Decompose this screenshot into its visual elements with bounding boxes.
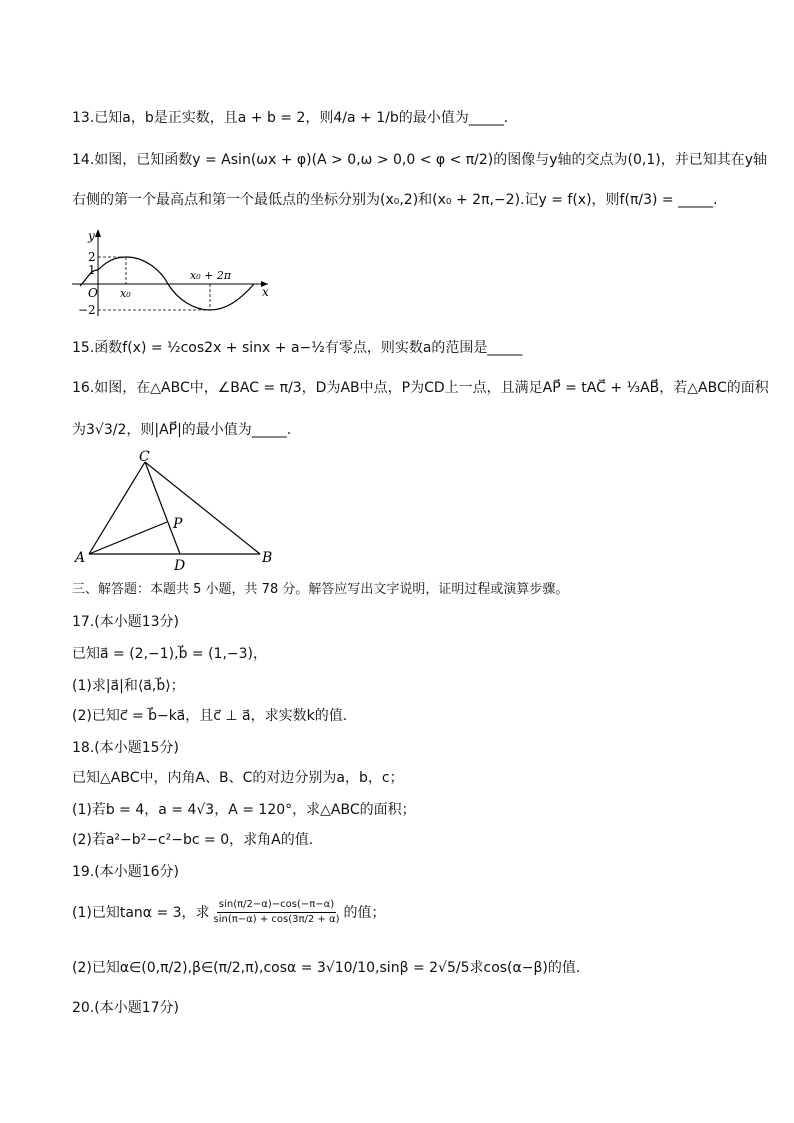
tick-y-1: 1 xyxy=(88,263,96,277)
x-axis-label: x xyxy=(262,285,269,299)
fraction-denominator: sin(π−α) + cos(3π/2 + α) xyxy=(213,914,340,925)
question-19-part-1 xyxy=(72,898,385,927)
sine-graph xyxy=(70,226,280,318)
question-15: 15.函数f(x) = ½cos2x + sinx + a−½有零点，则实数a的范围是_____ xyxy=(72,340,523,356)
question-18-part-2: (2)若a²−b²−c²−bc = 0，求角A的值. xyxy=(72,832,314,848)
label-b: B xyxy=(262,550,273,566)
question-16-line-1: 16.如图，在△ABC中，∠BAC = π/3，D为AB中点，P为CD上一点，且满足AP⃗ = tAC⃗ + ⅓AB⃗，若△ABC的面积 xyxy=(72,380,769,396)
part-1-prefix: (1)已知tanα = 3，求 xyxy=(72,904,210,921)
segment-ac xyxy=(89,462,145,554)
tick-x0-plus-2pi: x₀ + 2π xyxy=(190,269,232,282)
question-18-part-1: (1)若b = 4，a = 4√3，A = 120°，求△ABC的面积； xyxy=(72,802,416,818)
tick-x0: x₀ xyxy=(120,287,131,300)
question-18-title: 18.(本小题15分) xyxy=(72,740,180,756)
question-17-part-2: (2)已知c⃗ = b⃗−ka⃗，且c⃗ ⊥ a⃗，求实数k的值. xyxy=(72,708,348,724)
tick-y-2: 2 xyxy=(88,250,96,264)
y-axis-label: y xyxy=(88,229,95,243)
question-13: 13.已知a，b是正实数，且a + b = 2，则4/a + 1/b的最小值为_____. xyxy=(72,110,509,126)
question-19-title: 19.(本小题16分) xyxy=(72,864,180,880)
label-d: D xyxy=(174,558,186,572)
tick-y-neg2: −2 xyxy=(78,303,96,317)
y-axis-arrow-icon xyxy=(95,229,101,237)
origin-label: O xyxy=(88,286,98,300)
fraction xyxy=(212,898,342,927)
question-20-title: 20.(本小题17分) xyxy=(72,1000,180,1016)
question-14-line-2: 右侧的第一个最高点和第一个最低点的坐标分别为(x₀,2)和(x₀ + 2π,−2).记y = f(x)，则f(π/3) = _____. xyxy=(72,192,718,208)
triangle-figure xyxy=(72,448,282,572)
question-17-title: 17.(本小题13分) xyxy=(72,614,180,630)
question-17-part-1: (1)求|a⃗|和⟨a⃗,b⃗⟩； xyxy=(72,678,185,694)
section-3-heading: 三、解答题：本题共 5 小题，共 78 分。解答应写出文字说明，证明过程或演算步骤。 xyxy=(72,582,569,597)
fraction-numerator: sin(π/2−α)−cos(−π−α) xyxy=(217,898,336,913)
question-14-line-1: 14.如图，已知函数y = Asin(ωx + φ)(A > 0,ω > 0,0 < φ < π/2)的图像与y轴的交点为(0,1)，并已知其在y轴 xyxy=(72,152,768,168)
part-1-suffix: 的值； xyxy=(343,904,386,921)
question-16-line-2: 为3√3/2，则|AP⃗|的最小值为_____. xyxy=(72,422,292,438)
label-a: A xyxy=(75,550,86,566)
label-p: P xyxy=(173,516,183,532)
question-18-given: 已知△ABC中，内角A、B、C的对边分别为a，b，c； xyxy=(72,770,404,786)
question-17-given: 已知a⃗ = (2,−1),b⃗ = (1,−3)， xyxy=(72,646,268,662)
label-c: C xyxy=(139,449,150,465)
question-19-part-2: (2)已知α∈(0,π/2),β∈(π/2,π),cosα = 3√10/10,sinβ = 2√5/5求cos(α−β)的值. xyxy=(72,960,581,976)
segment-ap xyxy=(89,522,167,554)
